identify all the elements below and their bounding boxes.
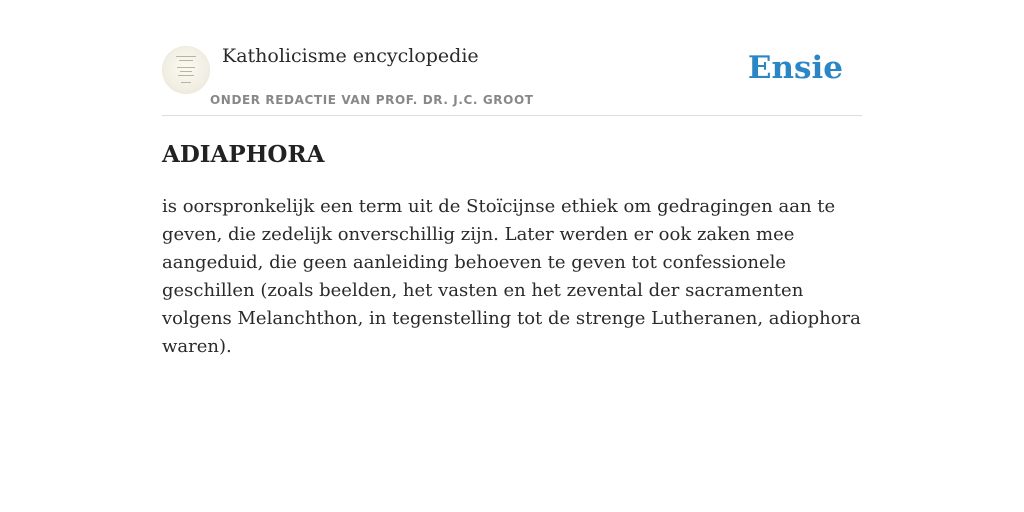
entry-title: ADIAPHORA bbox=[162, 141, 325, 168]
book-title-link[interactable]: Katholicisme encyclopedie bbox=[222, 45, 479, 67]
book-header bbox=[162, 44, 862, 116]
ensie-logo[interactable]: Ensie bbox=[747, 50, 843, 86]
book-cover-thumbnail[interactable] bbox=[162, 46, 210, 94]
book-editor-credit: ONDER REDACTIE VAN PROF. DR. J.C. GROOT bbox=[210, 93, 534, 107]
entry-body: is oorspronkelijk een term uit de Stoïcijnse ethiek om gedragingen aan te geven, die zedelijk onverschillig zijn. Later werden er ook zaken mee aangeduid, die geen aanleiding behoeven te geven tot confessionele geschillen (zoals beelden, het vasten en het zevental der sacramenten volgens Melanchthon, in tegenstelling tot de strenge Lutheranen, adiophora waren). bbox=[162, 196, 861, 357]
